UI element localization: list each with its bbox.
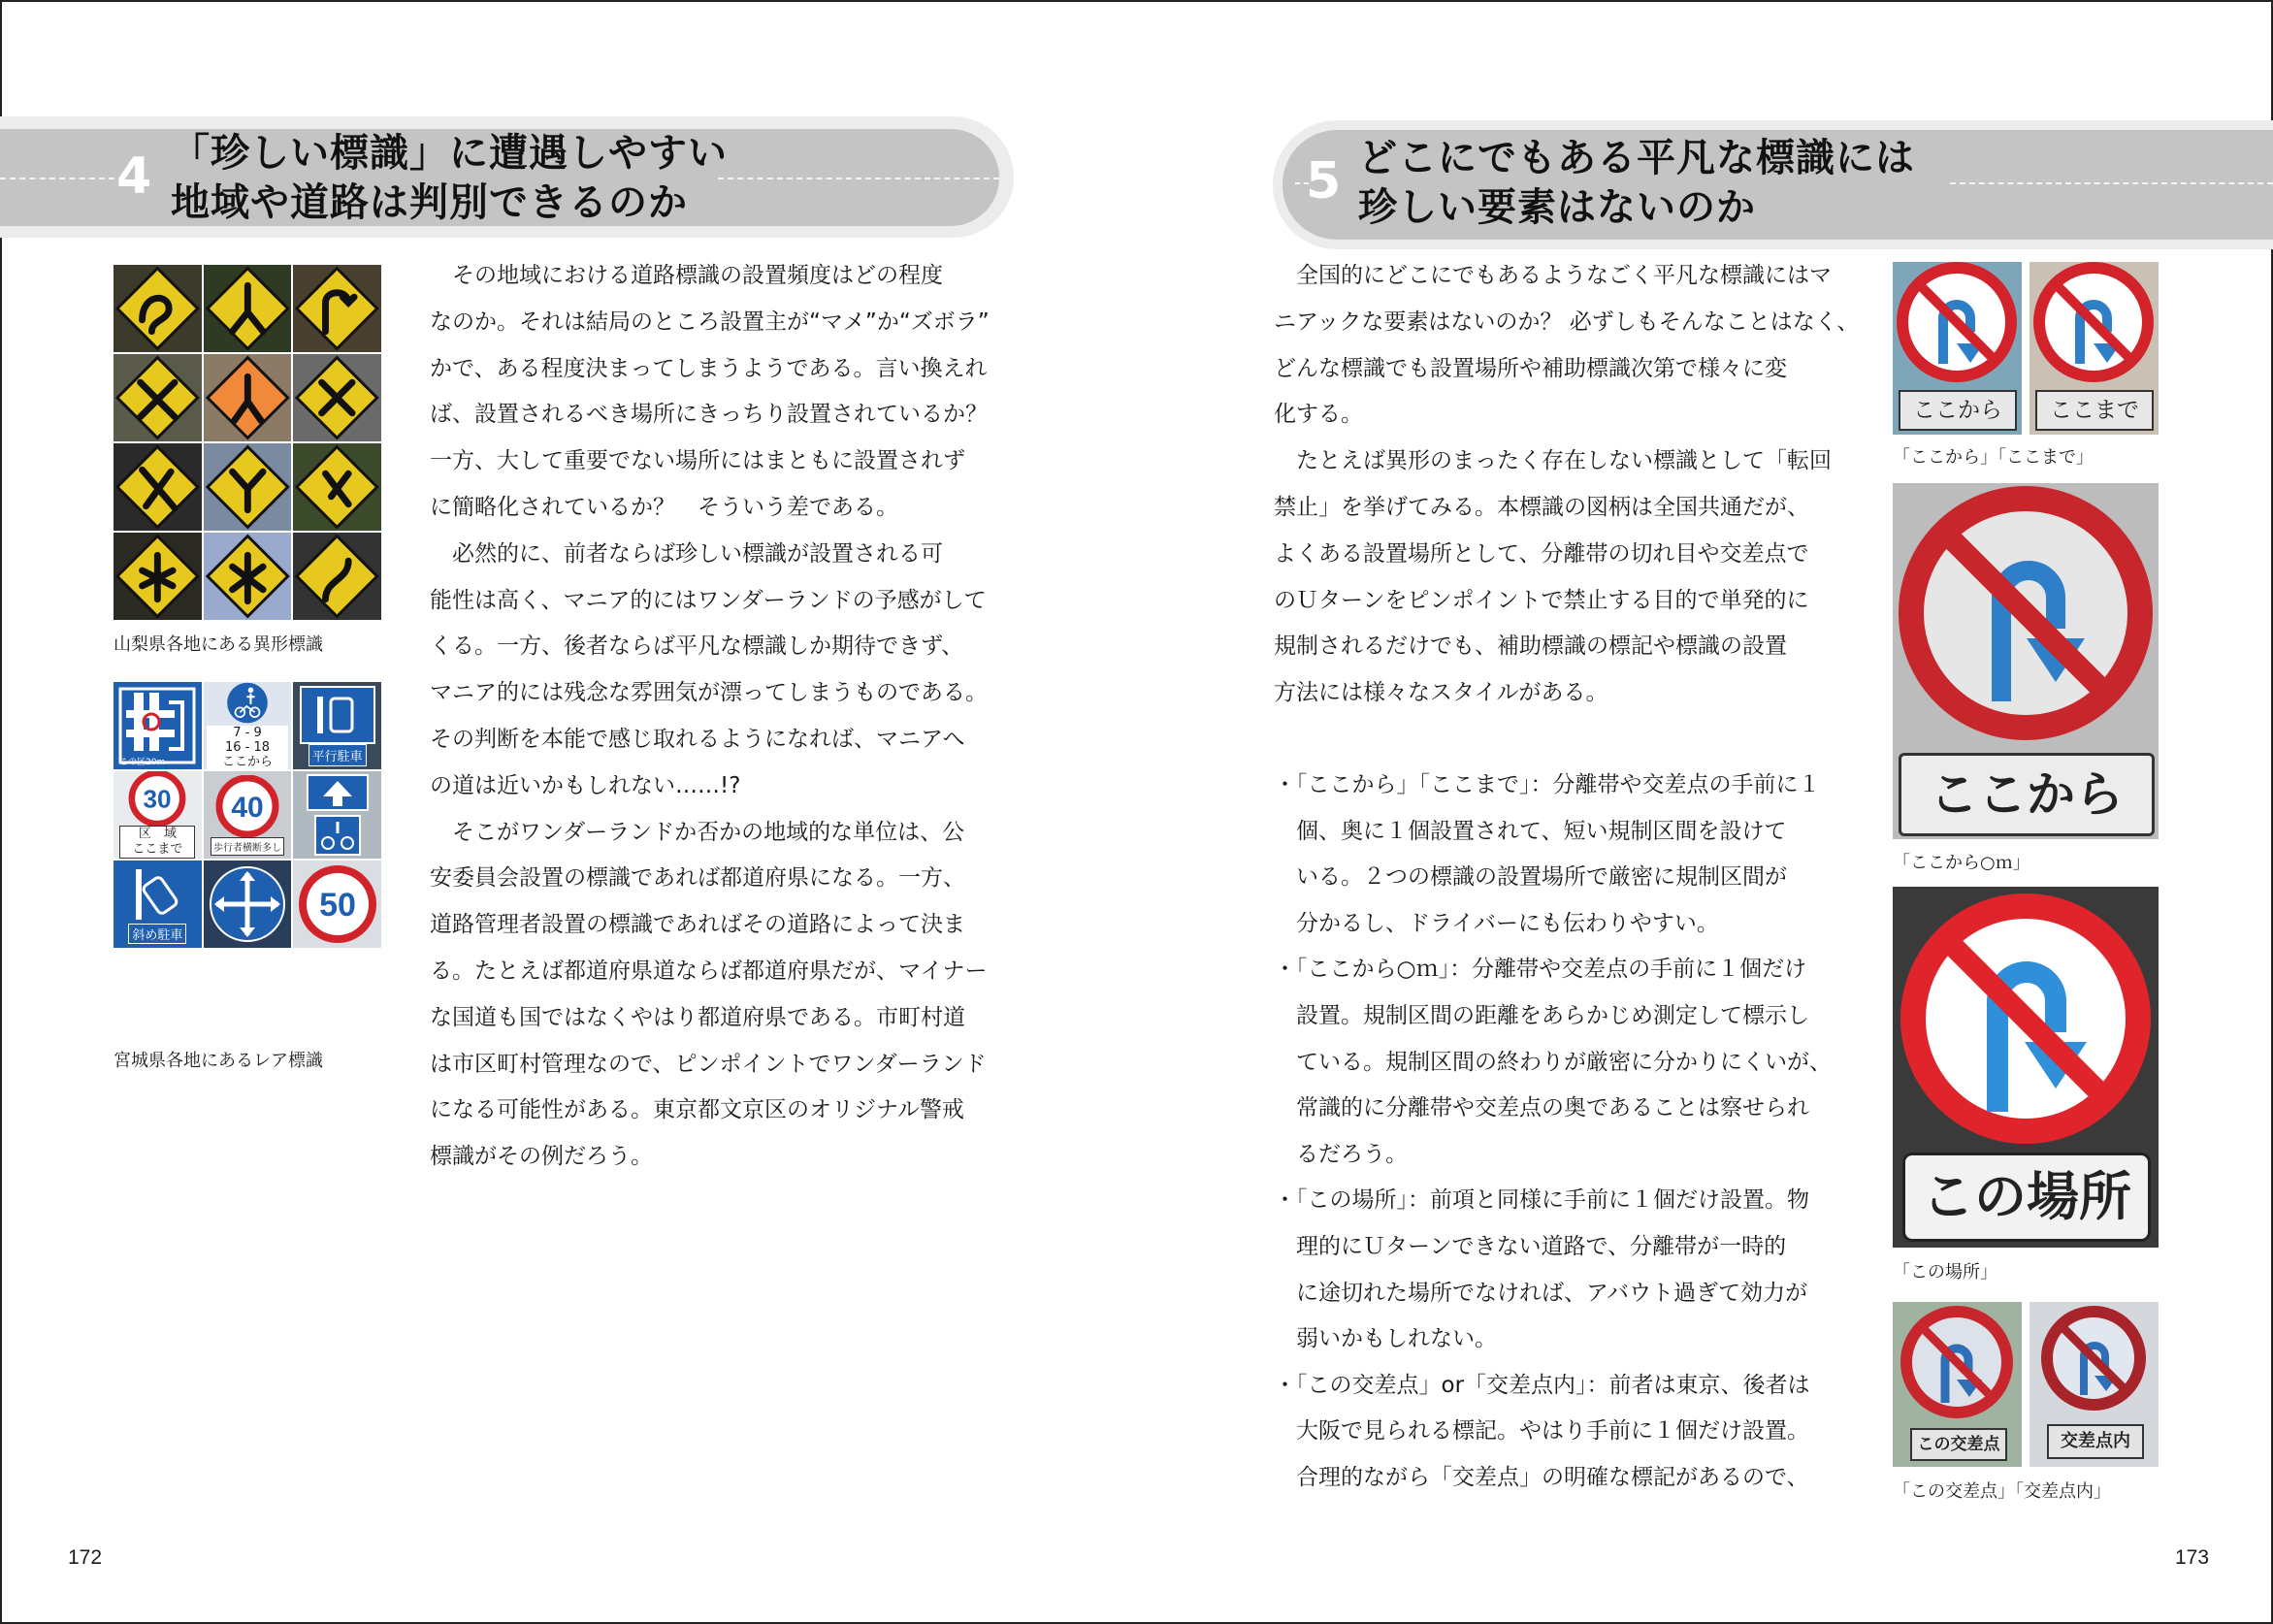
- body-line: そこがワンダーランドか否かの地域的な単位は、公: [430, 819, 965, 845]
- no-u-turn-sign-icon: [1893, 887, 2159, 1149]
- bullet-line: 設置。規制区間の距離をあらかじめ測定して標示し: [1274, 1002, 1809, 1028]
- bullet-line: ・「ここから○ｍ」：分離帯や交差点の手前に１個だけ: [1274, 957, 1807, 983]
- parallel-parking-sign: [293, 682, 381, 769]
- zone-plate-line: 区 域: [138, 827, 177, 841]
- bullet-line: 合理的ながら「交差点」の明確な標記があるので、: [1274, 1464, 1809, 1490]
- diamond-warning-sign-photo: [204, 443, 292, 531]
- caption-yamanashi: 山梨県各地にある異形標識: [114, 634, 323, 655]
- section-title: [171, 129, 728, 228]
- body-line: は市区町村管理なので、ピンポイントでワンダーランド: [430, 1051, 987, 1077]
- sub-plate: ここまで: [2035, 390, 2154, 431]
- photo-kokomade: [2029, 262, 2159, 435]
- diamond-warning-sign-photo: [114, 533, 202, 620]
- time-plate-line: 7 - 9: [233, 726, 262, 740]
- sign-text: 歩行者横断多し: [211, 837, 284, 856]
- bullet-line: ・「ここから」「ここまで」：分離帯や交差点の手前に１: [1274, 772, 1821, 797]
- body-line: よくある設置場所として、分離帯の切れ目や交差点で: [1274, 540, 1809, 567]
- body-line: 方法には様々なスタイルがある。: [1274, 680, 1608, 706]
- banner-dash-right: [718, 178, 999, 179]
- crossroads-arrow-icon: [207, 863, 288, 945]
- speed-limit-sign-icon: [297, 863, 378, 945]
- speed-50-sign: [293, 861, 381, 948]
- bicycle-sign-icon: [213, 682, 281, 724]
- body-line: になる可能性がある。東京都文京区のオリジナル警戒: [430, 1097, 964, 1123]
- body-line: 全国的にどこにでもあるようなごく平凡な標識にはマ: [1274, 263, 1832, 288]
- bullet-line: ・「この場所」：前項と同様に手前に１個だけ設置。物: [1274, 1187, 1809, 1214]
- bullet-line: 個、奥に１個設置されて、短い規制区間を設けて: [1274, 818, 1787, 844]
- photo-kokokara-40m: [1893, 483, 2159, 839]
- diamond-warning-sign-photo: [293, 533, 381, 620]
- diamond-warning-sign-photo: [293, 354, 381, 441]
- body-line: マニア的には残念な雰囲気が漂ってしまうものである。: [430, 680, 988, 706]
- diamond-warning-sign-icon: [204, 354, 292, 441]
- bullet-line: ている。規制区間の終わりが厳密に分かりにくいが、: [1274, 1049, 1832, 1075]
- body-line: る。たとえば都道府県道ならば都道府県だが、マイナー: [430, 958, 988, 984]
- diamond-warning-sign-icon: [293, 354, 381, 441]
- diamond-warning-sign-icon: [114, 354, 202, 441]
- right-body-text: [1274, 253, 1859, 717]
- body-line: 標識がその例だろう。: [430, 1144, 653, 1170]
- banner-dash-left: [0, 178, 114, 179]
- body-line: かで、ある程度決まってしまうようである。言い換えれ: [430, 355, 988, 381]
- bullet-item: [1274, 1363, 1832, 1502]
- speed-limit-sign-icon: [211, 775, 283, 837]
- body-line: 禁止」を挙げてみる。本標識の図柄は全国共通だが、: [1274, 494, 1809, 520]
- caption-photo-4: 「この交差点」「交差点内」: [1893, 1481, 2111, 1502]
- body-line: な国道も国ではなくやはり都道府県である。市町村道: [430, 1004, 965, 1030]
- body-line: たとえば異形のまったく存在しない標識として「転回: [1274, 448, 1832, 474]
- diagonal-parking-icon: [128, 865, 186, 924]
- bullet-line: ・「この交差点」or「交差点内」：前者は東京、後者は: [1274, 1372, 1810, 1398]
- pedestrian-zone-sign: [114, 682, 202, 769]
- zone-plate-line: ここまで: [132, 842, 183, 857]
- bullet-item: [1274, 1178, 1832, 1362]
- caption-photo-1: 「ここから」「ここまで」: [1893, 447, 2094, 468]
- time-plate-line: 16 - 18: [224, 740, 270, 755]
- bullet-line: に途切れた場所でなければ、アバウト過ぎて効力が: [1274, 1280, 1808, 1306]
- section-number: 4: [116, 147, 152, 206]
- caption-photo-2: 「ここから○ｍ」: [1893, 853, 2030, 873]
- no-u-turn-sign-icon: [2029, 1302, 2159, 1418]
- body-line: のＵターンをピンポイントで禁止する目的で単発的に: [1274, 587, 1809, 613]
- body-line: 一方、大して重要でない場所にはまともに設置されず: [430, 448, 965, 474]
- diamond-warning-sign-icon: [114, 265, 202, 352]
- bullet-line: 常識的に分離帯や交差点の奥であることは察せられ: [1274, 1095, 1809, 1121]
- diamond-warning-sign-photo: [204, 354, 292, 441]
- speed-value: 50: [318, 887, 356, 924]
- section-title-line: 珍しい要素はないのか: [1358, 185, 1756, 230]
- photo-kousaten-nai: [2029, 1302, 2159, 1467]
- bullet-line: 弱いかもしれない。: [1274, 1326, 1497, 1352]
- body-line: 道路管理者設置の標識であればその道路によって決ま: [430, 912, 965, 938]
- diamond-warning-sign-photo: [204, 265, 292, 352]
- sign-text: 斜め駐車: [128, 924, 186, 944]
- body-line: 能性は高く、マニア的にはワンダーランドの予感がして: [430, 587, 987, 613]
- no-u-turn-sign-icon: [1893, 1302, 2022, 1418]
- yamanashi-sign-photos: [114, 265, 381, 620]
- speed-value: 30: [143, 784, 172, 814]
- section-title-line: 「珍しい標識」に遭遇しやすい: [171, 131, 728, 176]
- intersection-sign: [204, 861, 292, 948]
- body-line: くる。一方、後者ならば平凡な標識しか期待できず、: [430, 633, 964, 660]
- one-way-and-bicycle-sign: [293, 771, 381, 859]
- bullet-item: [1274, 947, 1832, 1178]
- diamond-warning-sign-photo: [114, 443, 202, 531]
- diamond-warning-sign-icon: [204, 533, 292, 620]
- speed-limit-sign-icon: [123, 771, 191, 826]
- photo-kono-kousaten: [1893, 1302, 2022, 1467]
- speed-40-sign: [204, 771, 292, 859]
- diagonal-parking-sign: [114, 861, 202, 948]
- body-line: 規制されるだけでも、補助標識の標記や標識の設置: [1274, 633, 1787, 660]
- body-line: の道は近いかもしれない……!?: [430, 772, 741, 798]
- page-number-right: 173: [2175, 1546, 2210, 1569]
- section-title-line: どこにでもある平凡な標識には: [1358, 136, 1915, 180]
- diamond-warning-sign-photo: [293, 265, 381, 352]
- diamond-warning-sign-icon: [293, 443, 381, 531]
- sign-text: 平行駐車: [308, 744, 367, 766]
- sub-plate: この交差点: [1910, 1428, 2007, 1461]
- diamond-warning-sign-icon: [293, 265, 381, 352]
- section-title-line: 地域や道路は判別できるのか: [171, 180, 688, 225]
- body-line: どんな標識でも設置場所や補助標識次第で様々に変: [1274, 355, 1787, 381]
- miyagi-sign-photos: [114, 682, 381, 1037]
- bullet-line: いる。２つの標識の設置場所で厳密に規制区間が: [1274, 864, 1787, 891]
- diamond-warning-sign-photo: [293, 443, 381, 531]
- no-u-turn-sign-icon: [1893, 483, 2159, 745]
- bullet-item: [1274, 763, 1832, 947]
- body-line: 化する。: [1274, 402, 1363, 428]
- no-u-turn-sign-icon: [1893, 262, 2022, 388]
- sub-plate: ここから: [1899, 753, 2155, 836]
- no-u-turn-sign-icon: [2029, 262, 2159, 388]
- sub-plate: この場所: [1902, 1153, 2151, 1242]
- photo-kokokara: [1893, 262, 2022, 435]
- body-line: その判断を本能で感じ取れるようになれば、マニアへ: [430, 726, 965, 752]
- sub-plate: ここから: [1899, 390, 2017, 431]
- pedestrian-bicycle-sign: [204, 682, 292, 769]
- bullet-line: 分かるし、ドライバーにも伝わりやすい。: [1274, 910, 1719, 936]
- speed-value: 40: [231, 791, 264, 824]
- diamond-warning-sign-photo: [114, 265, 202, 352]
- photo-kono-basho: [1893, 887, 2159, 1248]
- bicycle-lane-sign-icon: [302, 773, 373, 857]
- bullet-line: るだろう。: [1274, 1141, 1408, 1167]
- left-body-text: [430, 253, 990, 1181]
- body-line: なのか。それは結局のところ設置主が“マメ”か“ズボラ”: [430, 309, 990, 335]
- diamond-warning-sign-icon: [114, 533, 202, 620]
- right-bullet-list: [1274, 763, 1832, 1502]
- caption-miyagi: 宮城県各地にあるレア標識: [114, 1051, 323, 1071]
- bullet-line: 理的にＵターンできない道路で、分離帯が一時的: [1274, 1233, 1787, 1259]
- body-line: に簡略化されているか？ そういう差である。: [430, 494, 898, 520]
- diamond-warning-sign-photo: [114, 354, 202, 441]
- body-line: ば、設置されるべき場所にきっちり設置されているか？: [430, 402, 988, 428]
- diamond-warning-sign-icon: [204, 265, 292, 352]
- caption-photo-3: 「この場所」: [1893, 1262, 1997, 1283]
- time-plate-line: ここから: [221, 755, 273, 769]
- speed-30-zone-sign: [114, 771, 202, 859]
- body-line: ニアックな要素はないのか？ 必ずしもそんなことはなく、: [1274, 309, 1860, 335]
- page-number-left: 172: [68, 1546, 103, 1569]
- diamond-warning-sign-photo: [204, 533, 292, 620]
- body-line: 必然的に、前者ならば珍しい標識が設置される可: [430, 540, 943, 567]
- banner-dash-right: [1950, 182, 2273, 184]
- bullet-line: 大阪で見られる標記。やはり手前に１個だけ設置。: [1274, 1418, 1809, 1445]
- diamond-warning-sign-icon: [204, 443, 292, 531]
- sub-plate: 交差点内: [2047, 1424, 2144, 1459]
- section-number: 5: [1306, 152, 1342, 211]
- section-title: [1358, 134, 1915, 233]
- body-line: 安委員会設置の標識であれば都道府県になる。一方、: [430, 865, 965, 892]
- diamond-warning-sign-icon: [114, 443, 202, 531]
- parallel-parking-icon: [313, 693, 362, 737]
- sign-text: この区20m: [119, 758, 166, 767]
- diamond-warning-sign-icon: [293, 533, 381, 620]
- body-line: その地域における道路標識の設置頻度はどの程度: [430, 263, 943, 288]
